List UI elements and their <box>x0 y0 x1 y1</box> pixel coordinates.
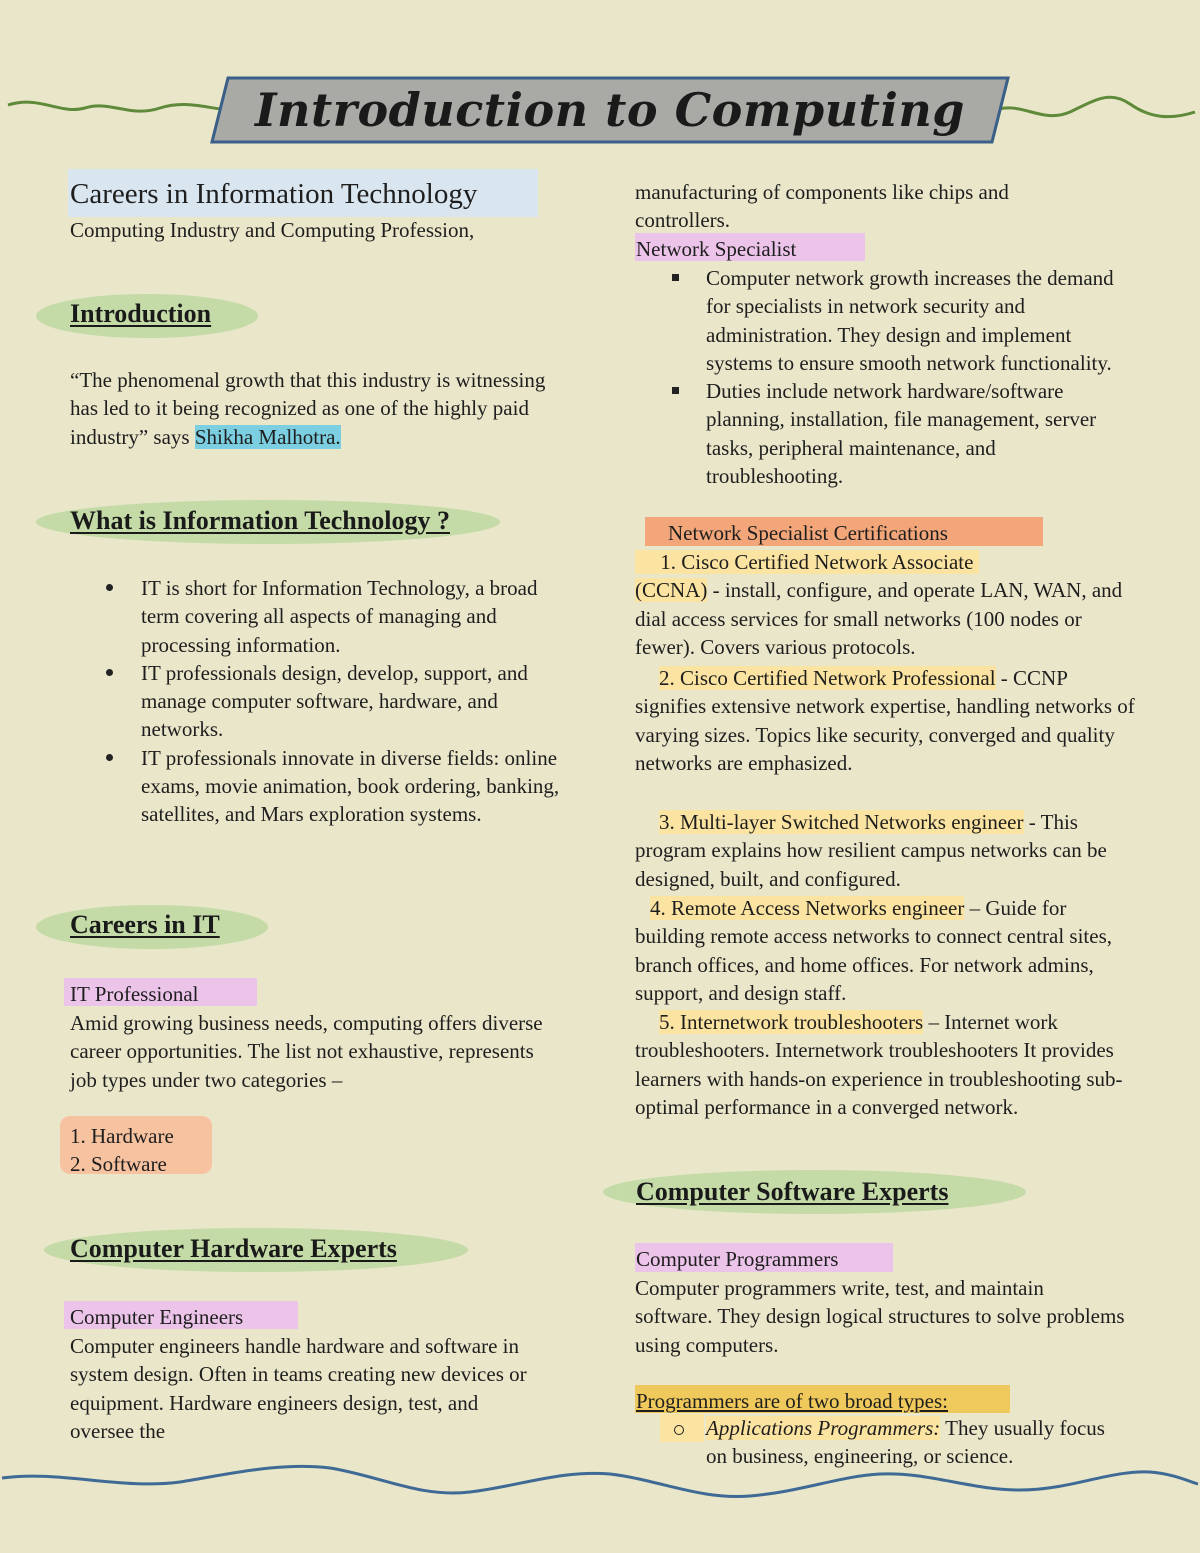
cert-multilayer <box>635 808 1135 893</box>
cert-remote <box>635 894 1135 1007</box>
netspec-list <box>706 264 1131 490</box>
it-prof-label: IT Professional <box>70 982 199 1006</box>
app-programmers-text: They usually focus on business, engineering, or science. <box>706 1416 1105 1469</box>
intro-quote-text: “The phenomenal growth that this industry is witnessing has led to it being recognized as one of the highly paid industry” says <box>70 368 546 449</box>
bullet-square-icon <box>672 387 679 394</box>
careers-heading: Careers in IT <box>70 910 220 939</box>
programmers-label: Computer Programmers <box>636 1247 839 1271</box>
engineers-label: Computer Engineers <box>70 1305 244 1329</box>
app-programmers-label: Applications Programmers: <box>706 1416 941 1440</box>
list-item-text: IT is short for Information Technology, a broad term covering all aspects of managing and processing information. <box>141 576 538 657</box>
bullet-square-icon <box>672 274 679 281</box>
bottom-wave <box>2 1466 1198 1496</box>
subtitle: Careers in Information Technology <box>70 178 478 210</box>
bullet-dot-icon <box>106 754 113 761</box>
intro-heading: Introduction <box>70 299 212 328</box>
intro-quote <box>70 366 575 451</box>
list-item-text: IT professionals design, develop, support, and manage computer software, hardware, and networks. <box>141 660 528 742</box>
bullet-dot-icon <box>106 669 113 676</box>
list-item <box>141 744 566 829</box>
list-item-text: Computer network growth increases the demand for specialists in network security and administration. They design and implement systems to ensure smooth network functionality. <box>706 266 1114 375</box>
whatis-heading: What is Information Technology ? <box>70 506 450 535</box>
top-wave-right <box>990 97 1195 117</box>
subtitle-secondary: Computing Industry and Computing Profession, <box>70 218 475 242</box>
page-title: Introduction to Computing <box>255 83 965 137</box>
cert-remote-name: 4. Remote Access Networks engineer <box>650 896 965 920</box>
programmers-text: Computer programmers write, test, and maintain software. They design logical structures to solve problems using computers. <box>635 1276 1125 1357</box>
app-programmers <box>706 1414 1126 1471</box>
cert-ccna-desc: - install, configure, and operate LAN, WAN, and dial access services for small networks (100 nodes or fewer). Covers various protocols. <box>635 578 1123 659</box>
cert-multilayer-desc: - This program explains how resilient campus networks can be designed, built, and configured. <box>635 810 1107 891</box>
cert-internetwork-desc: – Internet work troubleshooters. Internetwork troubleshooters It provides learners with hands-on experience in troubleshooting sub-optimal performance in a converged network. <box>635 1010 1123 1119</box>
cert-label: Network Specialist Certifications <box>668 521 948 545</box>
cert-ccnp-desc: - CCNP signifies extensive network expertise, handling networks of varying sizes. Topics like security, converged and quality networks are emphasized. <box>635 666 1135 775</box>
list-item <box>706 264 1131 377</box>
list-item-text: Duties include network hardware/software planning, installation, file management, server tasks, peripheral maintenance, and troubleshooting. <box>706 379 1097 489</box>
top-wave-left <box>8 102 230 111</box>
bullet-circle-icon <box>674 1425 684 1435</box>
cert-internetwork <box>635 1008 1135 1121</box>
cert-ccna-name: 1. Cisco Certified Network Associate <box>635 550 979 574</box>
list-item <box>706 377 1131 490</box>
list-item <box>141 659 566 744</box>
category-software: 2. Software <box>70 1152 167 1176</box>
cert-remote-desc: – Guide for building remote access networks to connect central sites, branch offices, and home offices. For network admins, support, and design staff. <box>635 896 1113 1005</box>
cert-ccnp-name: 2. Cisco Certified Network Professional <box>659 666 996 690</box>
cert-ccna <box>635 548 1135 661</box>
list-item-text: IT professionals innovate in diverse fields: online exams, movie animation, book ordering, banking, satellites, and Mars exploration systems. <box>141 745 560 827</box>
list-item <box>141 574 566 659</box>
whatis-list <box>141 574 566 829</box>
hardware-heading: Computer Hardware Experts <box>70 1234 397 1263</box>
types-label: Programmers are of two broad types: <box>636 1389 948 1413</box>
netspec-label: Network Specialist <box>636 237 797 261</box>
bullet-dot-icon <box>106 584 113 591</box>
it-prof-text: Amid growing business needs, computing offers diverse career opportunities. The list not exhaustive, represents job types under two categories – <box>70 1011 543 1092</box>
continued-text: manufacturing of components like chips and controllers. <box>635 180 1009 233</box>
cert-ccna-abbr: (CCNA) <box>635 578 708 603</box>
engineers-text: Computer engineers handle hardware and software in system design. Often in teams creating new devices or equipment. Hardware engineers design, test, and oversee the <box>70 1334 527 1443</box>
software-heading: Computer Software Experts <box>636 1177 949 1206</box>
category-hardware: 1. Hardware <box>70 1124 174 1148</box>
cert-ccnp <box>635 664 1135 777</box>
cert-internetwork-name: 5. Internetwork troubleshooters <box>659 1010 924 1034</box>
cert-multilayer-name: 3. Multi-layer Switched Networks engineer <box>659 810 1024 834</box>
intro-author: Shikha Malhotra. <box>194 424 341 449</box>
